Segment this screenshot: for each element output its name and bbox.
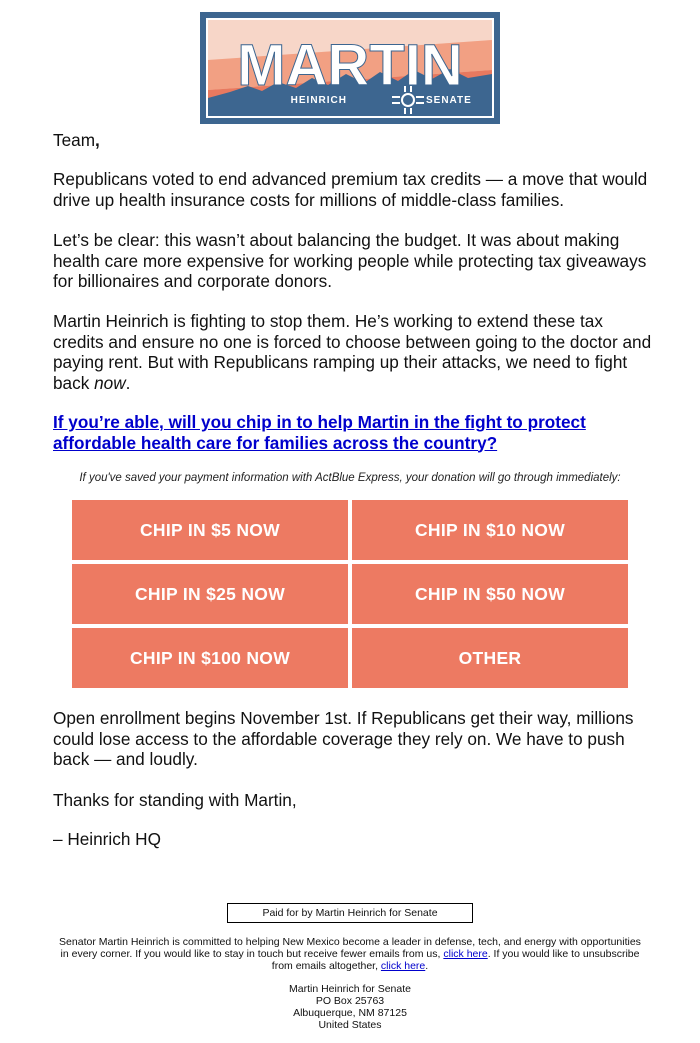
- footer-text-a: Senator Martin Heinrich is committed to helping New Mexico become a leader in defense, tech, and energy with opportunities in every corner. If you would like to stay in touch but receive fewer emails from us,: [59, 936, 641, 960]
- logo-name: MARTIN: [237, 33, 463, 98]
- unsubscribe-link[interactable]: click here: [380, 960, 426, 972]
- greeting-name: Team: [53, 130, 96, 150]
- footer-text-c: .: [425, 960, 429, 972]
- paragraph-2: [53, 230, 653, 292]
- logo-first-name: HEINRICH: [290, 95, 347, 106]
- donation-button-grid: [72, 500, 628, 688]
- paragraph-3: [53, 311, 653, 393]
- chip-in-50-button[interactable]: CHIP IN $50 NOW: [352, 564, 628, 624]
- chip-in-100-button[interactable]: CHIP IN $100 NOW: [72, 628, 348, 688]
- address-line-3: Albuquerque, NM 87125: [293, 1007, 407, 1019]
- footer-address: [55, 983, 645, 1031]
- address-line-4: United States: [318, 1019, 382, 1031]
- address-line-1: Martin Heinrich for Senate: [289, 983, 411, 995]
- chip-in-25-button[interactable]: CHIP IN $25 NOW: [72, 564, 348, 624]
- paragraph-3-end: .: [125, 372, 131, 393]
- closing-paragraph: [53, 708, 653, 770]
- campaign-logo: [200, 12, 500, 124]
- thanks-text: Thanks for standing with Martin,: [53, 790, 297, 810]
- donate-cta-link[interactable]: If you’re able, will you chip in to help Martin in the fight to protect affordable health care for families across the country?: [53, 412, 586, 453]
- footer-text-b: . If you would like to unsubscribe from emails altogether,: [271, 948, 640, 972]
- signature-text: – Heinrich HQ: [53, 829, 161, 849]
- paid-for-text: Paid for by Martin Heinrich for Senate: [262, 907, 438, 919]
- fewer-emails-link[interactable]: click here: [443, 948, 488, 960]
- footer-disclosure: [55, 936, 645, 972]
- paragraph-3-emphasis: now: [94, 372, 126, 393]
- chip-in-5-button[interactable]: CHIP IN $5 NOW: [72, 500, 348, 560]
- greeting: [53, 130, 653, 151]
- chip-in-10-button[interactable]: CHIP IN $10 NOW: [352, 500, 628, 560]
- logo-graphic: [200, 12, 500, 124]
- paragraph-1-text: Republicans voted to end advanced premium tax credits — a move that would drive up health insurance costs for millions of middle-class families.: [53, 169, 648, 210]
- address-line-2: PO Box 25763: [315, 995, 385, 1007]
- actblue-express-note: If you've saved your payment information with ActBlue Express, your donation will go through immediately:: [79, 472, 621, 484]
- closing-paragraph-text: Open enrollment begins November 1st. If Republicans get their way, millions could lose access to the affordable coverage they rely on. We have to push back — and loudly.: [53, 708, 634, 769]
- paragraph-1: [53, 169, 653, 210]
- paid-for-box: [227, 903, 473, 923]
- paragraph-3-text: Martin Heinrich is fighting to stop them. He’s working to extend these tax credits and ensure no one is forced to choose between going to the doctor and paying rent. But with Republicans ramping up their attacks, we need to fight back: [53, 311, 652, 393]
- logo-office: SENATE: [426, 95, 472, 106]
- other-amount-button[interactable]: OTHER: [352, 628, 628, 688]
- paragraph-2-text: Let’s be clear: this wasn’t about balancing the budget. It was about making health care more expensive for working people while protecting tax giveaways for billionaires and corporate donors.: [53, 230, 647, 291]
- signature: [53, 829, 653, 850]
- thanks-line: [53, 790, 653, 811]
- greeting-punct: ,: [95, 130, 100, 150]
